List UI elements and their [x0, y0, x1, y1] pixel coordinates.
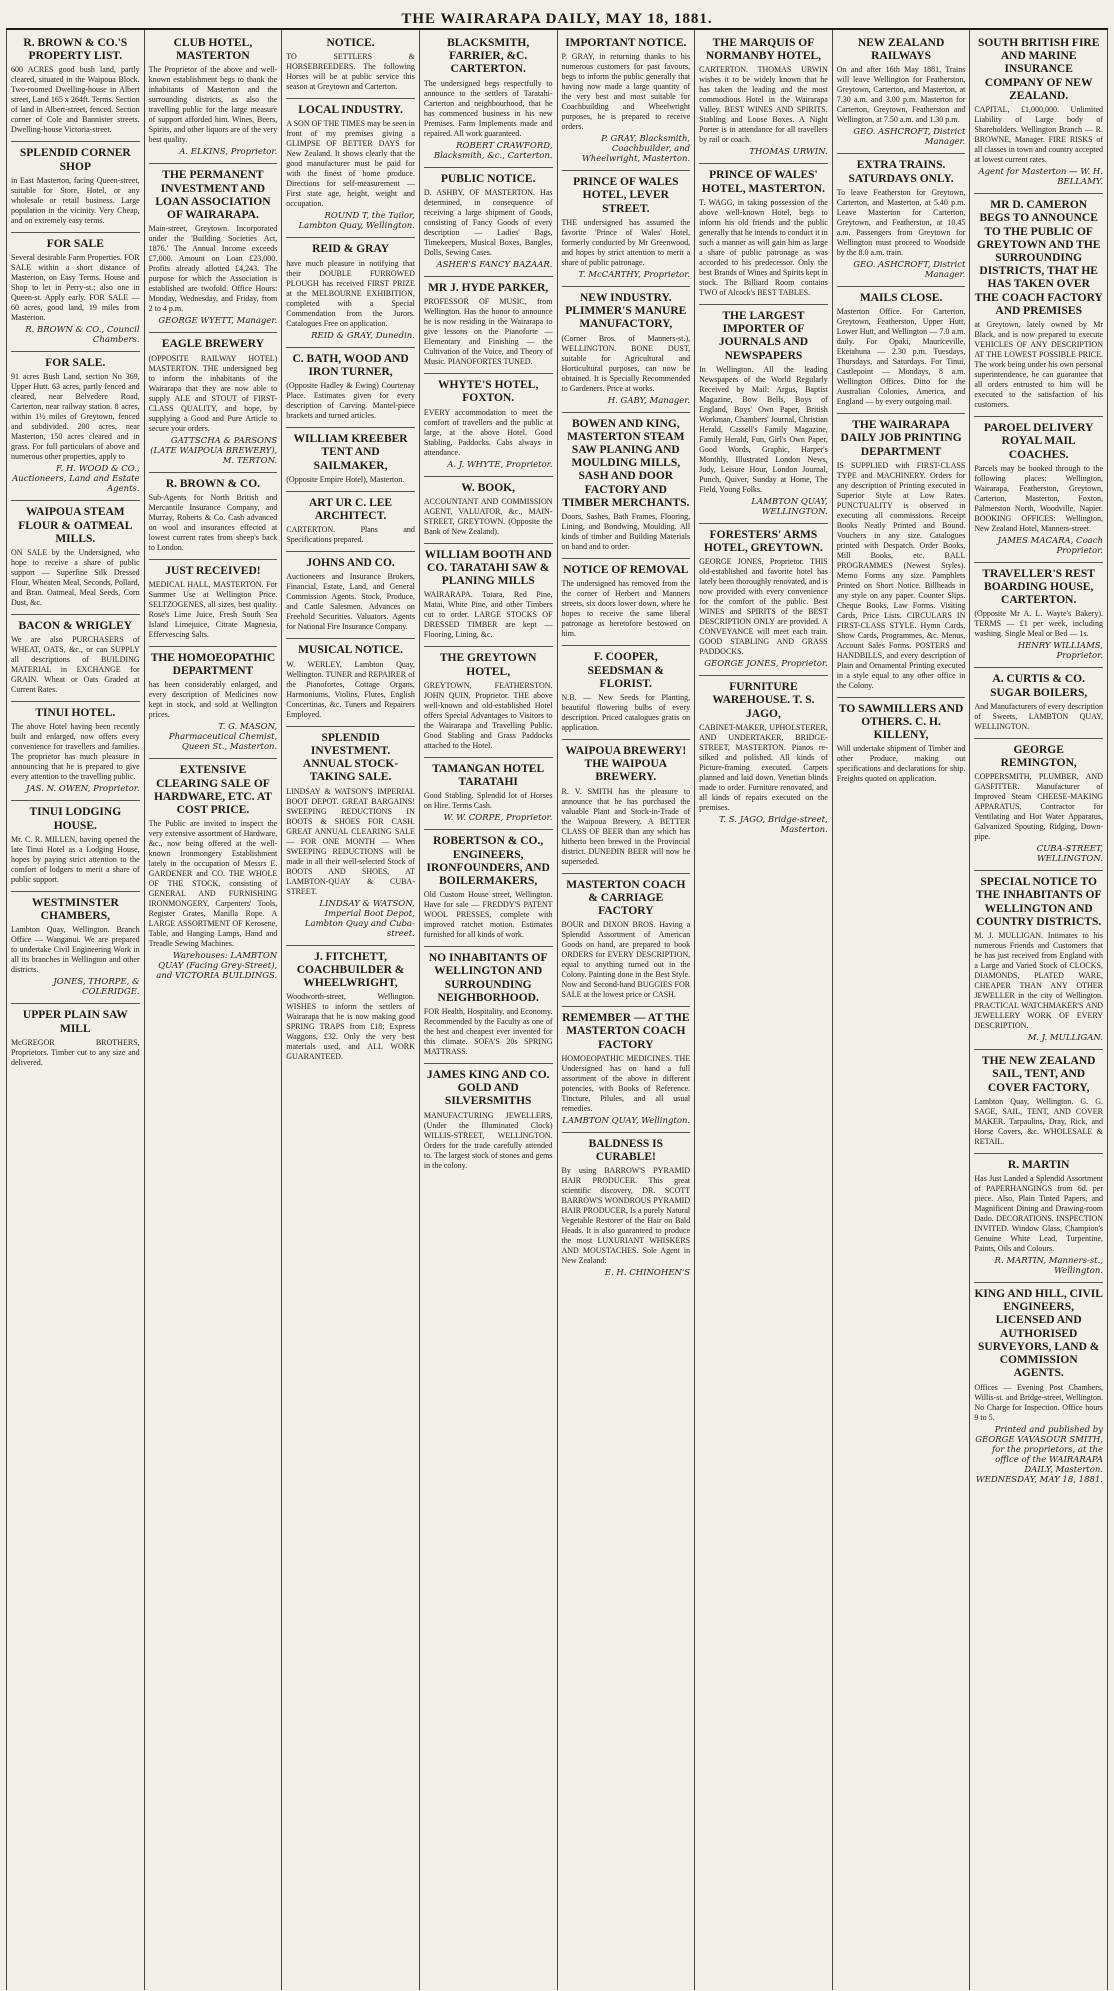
advertisement [424, 947, 553, 1064]
ad-body: By using BARROW'S PYRAMID HAIR PRODUCER. This great scientific discovery, DR. SCOTT BARROW'S WONDROUS PYRAMID HAIR PRODUCER, Is a purely Natural Vegetable Restorer of the Hair on Bald Heads. It is also guaranteed to produce the most LUXURIANT WHISKERS AND MOUSTACHES. Sole Agent in New Zealand: [561, 1166, 691, 1266]
column-3 [282, 30, 420, 1990]
ad-body: Good Stabling. Splendid lot of Horses on Hire. Terms Cash. [423, 791, 553, 811]
ad-body: Doors, Sashes, Bath Frames, Flooring, Lining, and Bondwing, Moulding. All kinds of timber and Building Materials on hand and to order. [561, 512, 691, 552]
ad-body: We are also PURCHASERS of WHEAT, OATS, &c., or can SUPPLY all descriptions of BUILDING MATERIAL in EXCHANGE for GRAIN. Wheat or Oats Graded at Current Rates. [11, 635, 140, 695]
advertisement [11, 801, 140, 891]
advertisement [424, 374, 553, 476]
advertisement [974, 32, 1103, 194]
ad-title: WAIPOUA STEAM FLOUR & OATMEAL MILLS. [18, 506, 133, 545]
ad-body: M. J. MULLIGAN. Intimates to his numerous Friends and Customers that he has just received from England with a Large and Varied Stock of CLOCKS, DIAMONDS, PLATED WARE, CHEAPER THAN ANY OTHER JEWELLER in the city of Wellington. PRACTICAL WATCHMAKER'S AND JEWELLERY WORK OF EVERY DESCRIPTION. [974, 931, 1103, 1031]
ad-title: KING AND HILL, CIVIL ENGINEERS, LICENSED AND AUTHORISED SURVEYORS, LAND & COMMISSION AGENTS. [974, 1288, 1103, 1380]
advertisement [424, 168, 553, 277]
ad-body: McGREGOR BROTHERS, Proprietors. Timber cut to any size and delivered. [11, 1037, 140, 1067]
ad-title: MASTERTON COACH & CARRIAGE FACTORY [566, 878, 686, 918]
ad-title: EXTENSIVE CLEARING SALE OF HARDWARE, ETC. AT COST PRICE. [153, 764, 272, 817]
advertisement [286, 946, 415, 1069]
ad-body: Mr. C. R. MILLEN, having opened the late Tinui Hotel as a Lodging House, hopes by paying strict attention to the comfort of lodgers to merit a share of public support. [11, 834, 140, 884]
ad-title: WILLIAM KREEBER TENT AND SAILMAKER, [293, 433, 408, 472]
ad-signature: M. J. MULLIGAN. [1027, 1033, 1103, 1044]
ad-title: ROBERTSON & CO., ENGINEERS, IRONFOUNDERS, AND BOILERMAKERS, [426, 835, 550, 887]
ad-signature: R. BROWN & CO., Council Chambers. [25, 325, 140, 346]
ad-title: REID & GRAY [312, 243, 389, 256]
ad-body: CAPITAL, £1,000,000. Unlimited Liability of Large body of Shareholders. Wellington Branch — R. BROWNE, Manager. FIRE RISKS of all classes in town and country accepted at lowest current rates. [974, 105, 1103, 165]
ad-title: PRINCE OF WALES' HOTEL, MASTERTON. [701, 169, 825, 195]
advertisement [286, 552, 415, 639]
ad-signature: A. ELKINS, Proprietor. [179, 147, 278, 158]
advertisement [286, 99, 415, 238]
ad-body: CARTERTON. Plans and Specifications prepared. [286, 525, 415, 545]
column-1 [7, 30, 145, 1990]
ad-title: J. FITCHETT, COACHBUILDER & WHEELWRIGHT, [296, 950, 405, 989]
ad-title: NEW ZEALAND RAILWAYS [857, 37, 945, 63]
ad-title: MR D. CAMERON BEGS TO ANNOUNCE TO THE PUBLIC OF GREYTOWN AND THE SURROUNDING DISTRICTS, THAT HE HAS TAKEN OVER THE COACH FACTORY AND PREMISES [974, 199, 1103, 317]
advertisement [424, 830, 553, 947]
advertisement [286, 639, 415, 726]
ad-signature: LINDSAY & WATSON, Imperial Boot Depot, Lambton Quay and Cuba-street. [304, 898, 415, 939]
ad-body: ACCOUNTANT AND COMMISSION AGENT, VALUATOR, &c., MAIN-STREET, GREYTOWN. (Opposite the Bank of New Zealand). [423, 496, 553, 536]
advertisement [562, 559, 691, 646]
ad-body: Lambton Quay, Wellington. Branch Office — Wanganui. We are prepared to undertake Civil Engineering Work in all its branches in Wellington and other districts. [11, 925, 140, 975]
ad-title: TAMANGAN HOTEL TARATAHI [432, 762, 545, 789]
ad-body: LINDSAY & WATSON'S IMPERIAL BOOT DEPOT. GREAT BARGAINS! SWEEPING REDUCTIONS IN BOOTS & SHOES FOR CASH. GREAT ANNUAL CLEARING SALE — FOR ONE MONTH — When SWEEPING REDUCTIONS will be made in all their well-selected Stock of BOOTS AND SHOES, AT LAMBTON-QUAY & CUBA-STREET. [286, 786, 415, 896]
ad-signature: REID & GRAY, Dunedin. [311, 330, 415, 341]
ad-body: ON SALE by the Undersigned, who hope to receive a share of public support — Superfine Silk Dressed Flour, Wheaten Meal, Seconds, Pollard, and Bran. Oatmeal, Meal Seeds, Corn Dust, &c. [11, 547, 140, 607]
ad-body: in East Masterton, facing Queen-street, suitable for Store, Hotel, or any wholesale or retail business. Large population in the vicinity. Very Cheap, and on extremely easy terms. [11, 175, 140, 225]
ad-body: THE undersigned has assumed the favorite 'Prince of Wales' Hotel, formerly conducted by Mr Greenwood, and hopes by strict attention to merit a share of public patronage. [561, 217, 691, 267]
advertisement [974, 871, 1103, 1050]
ad-body: MEDICAL HALL, MASTERTON. For Summer Use at Wellington Price. SELTZOGENES, all sizes, best quality. Rose's Lime Juice, Fresh South Sea Island Limejuice, Citrate Magnesia, Effervescing Salts. [148, 579, 278, 639]
ad-title: R. MARTIN [1007, 1158, 1070, 1171]
ad-signature: THOMAS URWIN. [749, 147, 828, 158]
advertisement [974, 417, 1103, 563]
ad-title: NEW INDUSTRY. PLIMMER'S MANURE MANUFACTORY, [565, 291, 687, 331]
ad-body: BOUR and DIXON BROS. Having a Splendid Assortment of American Goods on hand, are prepared to book ORDERS for EVERY DESCRIPTION, equal to anything turned out in the Colony. Painting done in the Best Style. Now and Second-hand BUGGIES FOR SALE at the lowest price or CASH. [561, 920, 691, 1000]
advertisement-columns [6, 30, 1108, 1990]
advertisement [837, 32, 966, 154]
ad-body: COPPERSMITH, PLUMBER, AND GASFITTER. Manufacturer of Improved Steam CHEESE-MAKING APPARATUS, Contractor for Ventilating and Hot Water Apparatus, Galvanized Spouting, Ridging, Down-pipe. [974, 772, 1103, 842]
advertisement [149, 560, 278, 647]
ad-title: W. BOOK, [461, 481, 515, 494]
ad-body: Offices — Evening Post Chambers, Willis-st. and Bridge-street, Wellington. No Charge for Inspection. Office hours 9 to 5. [974, 1382, 1103, 1422]
ad-title: FURNITURE WAREHOUSE. T. S. JAGO, [712, 681, 815, 720]
ad-title: NOTICE OF REMOVAL [563, 564, 689, 577]
ad-signature: T. G. MASON, Pharmaceutical Chemist, Queen St., Masterton. [168, 722, 278, 753]
advertisement [424, 477, 553, 544]
advertisement [699, 32, 828, 164]
ad-title: NO INHABITANTS OF WELLINGTON AND SURROUNDING NEIGHBORHOOD. [428, 952, 548, 1004]
ad-title: BLACKSMITH, FARRIER, &C. CARTERTON. [447, 37, 530, 76]
ad-title: TINUI LODGING HOUSE. [29, 806, 122, 832]
ad-body: Old Custom House street, Wellington. Have for sale — FREDDY'S PATENT WOOL PRESSES, complete with improved ratchet motion. Estimates furnished for all kinds of work. [423, 890, 553, 940]
advertisement [699, 164, 828, 304]
ad-signature: CUBA-STREET, WELLINGTON. [1036, 844, 1103, 865]
ad-title: TRAVELLER'S REST BOARDING HOUSE, CARTERTON. [982, 567, 1095, 607]
advertisement [11, 892, 140, 1004]
ad-signature: JAS. N. OWEN, Proprietor. [26, 784, 140, 795]
advertisement [424, 647, 553, 757]
ad-signature: LAMBTON QUAY, Wellington. [562, 1115, 691, 1126]
ad-body: And Manufacturers of every description of Sweets, LAMBTON QUAY, WELLINGTON. [974, 701, 1103, 731]
ad-title: TO SAWMILLERS AND OTHERS. C. H. KILLENY, [838, 702, 964, 742]
ad-title: FOR SALE [46, 237, 104, 250]
advertisement [837, 287, 966, 414]
ad-signature: GEO. ASHCROFT, District Manager. [853, 127, 966, 148]
advertisement [974, 1050, 1103, 1154]
ad-body: 91 acres Bush Land, section No 369, Upper Hutt. 63 acres, partly fenced and cleared, near Belvedere Road, Carterton, near railway station. 8 acres, within 1½ miles of Greytown, fenced and subdivided. 200 acres, near Masterton, 150 acres cleared and in grass. For full particulars of above and numerous other properties, apply to [11, 372, 140, 462]
advertisement [11, 352, 140, 501]
ad-body: The Public are invited to inspect the very extensive assortment of Hardware, &c., now being offered at the well-known Ironmongery Establishment lately in the occupation of Messrs E. GARDENER and CO. THE WHOLE OF THE STOCK, consisting of GENERAL AND FURNISHING IRONMONGERY, Carpenters' Tools, Register Grates, Manilla Rope. A LARGE ASSORTMENT OF Kerosene, Table, and Hanging Lamps, Hand and Treadle Sewing Machines. [148, 819, 278, 949]
ad-title: SPECIAL NOTICE TO THE INHABITANTS OF WELLINGTON AND COUNTRY DISTRICTS. [975, 876, 1102, 928]
ad-signature: T. S. JAGO, Bridge-street, Masterton. [718, 814, 828, 835]
ad-title: WHYTE'S HOTEL, FOXTON. [438, 379, 539, 405]
ad-body: P. GRAY, in returning thanks to his numerous customers for past favours, begs to inform the public generally that having now made a large quantity of the very best and most suitable for Coachbuilding and Wheelwright purposes, he is prepared to receive orders. [561, 52, 691, 132]
ad-body: In Wellington. All the leading Newspapers of the World Regularly Received by Mail: Argus, Baptist Magazine, Bow Bells, Boys of England, Boys' Own Paper, British Workman, Chambers' Journal, Christian Herald, Cassell's Family Magazine, Family Herald, Fun, Girl's Own Paper, Good Words, Graphic, Harper's Monthly, Illustrated London News, Judy, Leisure Hour, London Journal, Punch, Quiver, Sunday at Home, The Field, Young Folks. [699, 364, 828, 494]
advertisement [11, 233, 140, 352]
advertisement [286, 727, 415, 946]
ad-body: N.B. — New Seeds for Planting, beautiful flowering bulbs of every description. Priced catalogues gratis on application. [561, 692, 691, 732]
ad-body: Parcels may be booked through to the following places: Wellington, Wairarapa, Featherston, Greytown, Carterton, Masterton, Foxton, Palmerston North, Woodville, Napier. BOOKING OFFICES: Wellington, New Zealand Hotel, Manners-street. [974, 463, 1103, 533]
ad-title: BOWEN AND KING, MASTERTON STEAM SAW PLANING AND MOULDING MILLS, SASH AND DOOR FACTORY AND TIMBER MERCHANTS. [562, 417, 690, 509]
ad-body: The undersigned begs respectfully to announce to the settlers of Taratahi-Carterton and neighbourhood, that he has commenced business in his new Premises. Farm Implements made and repaired. All work guaranteed. [423, 78, 553, 138]
ad-signature: Agent for Masterton — W. H. BELLAMY. [978, 167, 1103, 188]
ad-signature: E. H. CHINOHEN'S [604, 1268, 691, 1279]
advertisement [424, 544, 553, 648]
advertisement [974, 563, 1103, 669]
ad-signature: GEORGE WYETT, Manager. [158, 316, 278, 327]
advertisement [562, 413, 691, 560]
ad-title: WESTMINSTER CHAMBERS, [31, 896, 119, 923]
ad-title: UPPER PLAIN SAW MILL [22, 1009, 128, 1035]
ad-body: (OPPOSITE RAILWAY HOTEL) MASTERTON. THE undersigned beg to inform the inhabitants of the Wairarapa that they are now able to supply ALE and STOUT of FIRST-CLASS QUALITY, and hope, by supplying a Good and Pure Article to secure your orders. [148, 353, 278, 433]
advertisement [562, 287, 691, 413]
advertisement [11, 615, 140, 702]
column-2 [145, 30, 283, 1990]
ad-title: SPLENDID INVESTMENT. ANNUAL STOCK-TAKING SALE. [302, 731, 399, 784]
ad-body: CARTERTON. THOMAS URWIN wishes it to be widely known that he has taken the leading and the most commodious Hotel in the Wairarapa Valley. BEST WINES AND SPIRITS. Stabling and Loose Boxes. A Night Porter is in attendance for all travellers by rail or coach. [699, 65, 828, 145]
advertisement [11, 32, 140, 142]
ad-title: THE NEW ZEALAND SAIL, TENT, AND COVER FACTORY, [981, 1055, 1096, 1094]
ad-signature: JONES, THORPE, & COLERIDGE. [53, 977, 140, 998]
advertisement [699, 676, 828, 841]
ad-title: ART UR C. LEE ARCHITECT. [309, 496, 393, 522]
ad-body: PROFESSOR OF MUSIC, from Wellington. Has the honor to announce he is now residing in the Wairarapa to give lessons on the Pianoforte — Elementary and Finishing — the Cultivation of the Voice, and Theory of Music. PIANOFORTES TUNED. [423, 297, 553, 367]
ad-body: D. ASHBY, OF MASTERTON. Has determined, in consequence of receiving a large shipment of Goods, consisting of Fancy Goods of every description — Ladies' Bags, Timekeepers, Musical Boxes, Bangles, Dolls, Sewing Cases. [423, 187, 553, 257]
ad-body: at Greytown, lately owned by Mr Black, and is now prepared to execute VEHICLES OF ANY DESCRIPTION AT THE LOWEST POSSIBLE PRICE. The work being under his own personal superintendence, he can guarantee that all orders entrusted to him will be executed to the satisfaction of his customers. [974, 320, 1103, 410]
advertisement [424, 32, 553, 168]
advertisement [424, 1064, 553, 1177]
ad-title: JAMES KING AND CO. GOLD AND SILVERSMITHS [426, 1069, 550, 1108]
advertisement [974, 194, 1103, 417]
ad-title: C. BATH, WOOD AND IRON TURNER, [292, 352, 409, 378]
advertisement [837, 698, 966, 791]
ad-title: NOTICE. [326, 37, 375, 49]
ad-body: Will undertake shipment of Timber and other Produce, making out specifications and declarations for ship. Freights quoted on application. [836, 744, 966, 784]
ad-body: On and after 16th May 1881, Trains will leave Wellington for Featherston, Greytown, Carterton, and Masterton, at 7.30 a.m. and 3.00 p.m. Masterton for Carterton, Greytown, Featherston and Wellington, at 7.50 a.m. and 1.30 p.m. [836, 65, 966, 125]
advertisement [149, 759, 278, 987]
ad-body: Has Just Landed a Splendid Assortment of PAPERHANGINGS from 6d. per piece. Also, Plain Tinted Papers, and Magnificent Dining and Drawing-room Dado. DECORATIONS. INSPECTION INVITED. Window Glass, Champion's Genuine White Lead, Turpentine, Paints, Oils and Colours. [974, 1174, 1103, 1253]
ad-body: Lambton Quay, Wellington. G. G. SAGE, SAIL, TENT, AND COVER MAKER. Tarpaulins, Dray, Rick, and Horse Covers, &c. WHOLESALE & RETAIL. [974, 1096, 1103, 1146]
column-5 [558, 30, 696, 1990]
ad-body: has been considerably enlarged, and every description of Medicines now kept in stock, and sold at Wellington prices. [148, 680, 278, 720]
ad-body: IS SUPPLIED with FIRST-CLASS TYPE and MACHINERY. Orders for any description of Printing executed in Superior Style at Low Rates. PUNCTUALITY is observed in executing all commissions. Receipt Books Neatly Printed and Bound. Vouchers in any size. Catalogues printed with Despatch. Order Books, Mill Books, etc. BALL PROGRAMMES (Newest Styles). Memo Forms any size. Pamphlets Printed on Short Notice. Billheads in any style on any paper. Counter Slips. Cheque Books, Law Forms. Visiting Cards, Price Lists. CIRCULARS IN FIRST-CLASS STYLE. Hymn Cards, Show Cards, Programmes, &c. Menus, Account Sales Forms. POSTERS and HANDBILLS, and every description of Plain and Ornamental Printing executed in a style equal to any other office in the Colony. [836, 460, 966, 690]
ad-title: JOHNS AND CO. [306, 557, 395, 570]
advertisement [11, 142, 140, 232]
ad-title: THE MARQUIS OF NORMANBY HOTEL, [705, 37, 822, 63]
ad-body: have much pleasure in notifying that their DOUBLE FURROWED PLOUGH has received FIRST PRIZE at the MELBOURNE EXHIBITION, completed with a Special Commendation from the Jurors. Catalogues Free on application. [286, 258, 415, 328]
ad-body: W. WERLEY, Lambton Quay, Wellington. TUNER and REPAIRER of the Pianofortes, Cottage Organs, Harmoniums, Violins, Flutes, English Concertinas, &c. Tuners and Repairers Employed. [286, 659, 415, 719]
ad-body: The undersigned has removed from the the corner of Herbert and Manners streets, six doors lower down, where he hopes to receive the same liberal patronage as heretofore bestowed on him. [561, 579, 691, 639]
ad-body: FOR Health, Hospitality, and Economy. Recommended by the Faculty as one of the best and cheapest ever invented for this climate. SOFA'S 20s SPRING MATTRASS. [423, 1007, 553, 1057]
ad-body: Masterton Office. For Carterton, Greytown, Featherston, Upper Hutt, Lower Hutt, and Wellington — 7.0 a.m. daily. For Opaki, Mauriceville, Eketahuna — 2.30 p.m. Tuesdays, Thursdays, and Saturdays. For Tinui, Castlepoint — Mondays, 8 a.m. Wellington Offices. Ditto for the Australian Colonies, America, and England — by every outgoing mail. [836, 307, 966, 407]
ad-body: Several desirable Farm Properties. FOR SALE within a short distance of Masterton, on Easy Terms. House and Shop to let in Perry-st.; also one in Queen-st. Apply early. FOR SALE — 60 acres, good land, 19 miles from Masterton. [11, 253, 140, 323]
ad-title: TINUI HOTEL. [35, 707, 116, 720]
ad-signature: ROUND T, the Tailor, Lambton Quay, Wellington. [298, 211, 415, 232]
ad-body: EVERY accommodation to meet the comfort of travellers and the public at large, at the above Hotel. Good Stabling, Paddocks. Cabs always in attendance. [423, 407, 553, 457]
ad-signature: P. GRAY, Blacksmith, Coachbuilder, and Wheelwright, Masterton. [581, 134, 691, 165]
advertisement [11, 702, 140, 801]
ad-signature: R. MARTIN, Manners-st., Wellington. [994, 1256, 1103, 1276]
ad-signature: H. GABY, Manager. [607, 395, 691, 406]
ad-signature: GATTSCHA & PARSONS (LATE WAIPOUA BREWERY), M. TERTON. [150, 435, 278, 466]
column-7 [833, 30, 971, 1990]
advertisement [424, 277, 553, 374]
advertisement [837, 414, 966, 698]
advertisement [562, 1133, 691, 1284]
advertisement [837, 154, 966, 286]
ad-title: LOCAL INDUSTRY. [298, 104, 403, 117]
ad-title: JUST RECEIVED! [165, 564, 261, 577]
ad-body: WAIRARAPA. Totara, Red Pine, Matai, White Pine, and other Timbers cut to order. LARGE STOCKS OF DRESSED TIMBER are kept — Flooring, Lining, &c. [423, 590, 553, 640]
ad-body: (Opposite Mr A. L. Wayte's Bakery). TERMS — £1 per week, including washing. Single Meal or Bed — 1s. [974, 609, 1103, 639]
advertisement [974, 1154, 1103, 1283]
ad-title: BACON & WRIGLEY [18, 619, 133, 632]
ad-title: IMPORTANT NOTICE. [565, 37, 687, 49]
advertisement [699, 524, 828, 676]
advertisement [286, 32, 415, 99]
advertisement [974, 1283, 1103, 1491]
ad-signature: JAMES MACARA, Coach Proprietor. [997, 535, 1103, 556]
ad-body: R. V. SMITH has the pleasure to announce that he has purchased the valuable Plant and Stock-in-Trade of the Waipoua Brewery. A BETTER CLASS OF BEER than any which has hitherto been brewed in the Provincial district. DUNEDIN BEER will now be superseded. [561, 786, 691, 866]
ad-title: WAIPOUA BREWERY! THE WAIPOUA BREWERY. [565, 744, 687, 784]
ad-title: MAILS CLOSE. [859, 291, 943, 304]
advertisement [699, 305, 828, 524]
ad-signature: ROBERT CRAWFORD, Blacksmith, &c., Carterton. [433, 140, 553, 161]
advertisement [11, 501, 140, 615]
ad-signature: A. J. WHYTE, Proprietor. [447, 459, 553, 470]
ad-title: F. COOPER, SEEDSMAN & FLORIST. [587, 651, 664, 690]
ad-title: REMEMBER — AT THE MASTERTON COACH FACTORY [562, 1012, 690, 1051]
ad-title: THE WAIRARAPA DAILY JOB PRINTING DEPARTMENT [840, 419, 962, 458]
ad-title: SOUTH BRITISH FIRE AND MARINE INSURANCE COMPANY OF NEW ZEALAND. [977, 37, 1100, 102]
ad-title: THE PERMANENT INVESTMENT AND LOAN ASSOCIATION OF WAIRARAPA. [155, 169, 271, 222]
ad-title: PRINCE OF WALES HOTEL, LEVER STREET. [573, 176, 679, 215]
ad-title: PAROEL DELIVERY ROYAL MAIL COACHES. [983, 422, 1094, 461]
ad-title: FORESTERS' ARMS HOTEL, GREYTOWN. [703, 528, 823, 554]
ad-body: CABINET-MAKER, UPHOLSTERER, AND UNDERTAKER, BRIDGE-STREET, MASTERTON. Pianos re-silked and polished. All kinds of Picture-framing executed. Carpets planned and laid down. Venetian blinds made to order. Furniture renovated, and all kinds of repairs executed on the premises. [699, 722, 828, 812]
ad-body: GREYTOWN, FEATHERSTON. JOHN QUIN, Proprietor. THE above well-known and old-established Hotel offers Special Advantages to Visitors to the Wairarapa and Travelling Public. Good Stabling and Grass Paddocks attached to the Hotel. [423, 680, 553, 750]
ad-title: R. BROWN & CO.'S PROPERTY LIST. [23, 37, 128, 63]
advertisement [974, 739, 1103, 871]
ad-signature: Warehouses: LAMBTON QUAY (Facing Grey-Street), and VICTORIA BUILDINGS. [156, 951, 278, 982]
masthead-title: THE WAIRARAPA DAILY, MAY 18, 1881. [401, 11, 713, 27]
advertisement [562, 740, 691, 874]
advertisement [286, 428, 415, 492]
advertisement [149, 164, 278, 333]
ad-title: WILLIAM BOOTH AND CO. TARATAHI SAW & PLANING MILLS [424, 548, 552, 588]
advertisement [562, 1007, 691, 1133]
ad-title: FOR SALE. [45, 357, 106, 370]
ad-body: MANUFACTURING JEWELLERS, (Under the Illuminated Clock) WILLIS-STREET, WELLINGTON. Orders for the trade carefully attended to. The largest stock of stones and gems in the colony. [423, 1110, 553, 1170]
ad-title: THE HOMOEOPATHIC DEPARTMENT [150, 651, 276, 678]
masthead [6, 6, 1108, 30]
ad-body: The above Hotel having been recently built and enlarged, now offers every convenience for travellers and families. The proprietor has much pleasure in announcing that he is prepared to give every attention to the travelling public. [11, 722, 140, 782]
ad-body: GEORGE JONES, Proprietor. THIS old-established and favorite hotel has lately been thoroughly renovated, and is now provided with every convenience for the comfort of the public. Best WINES and SPIRITS of the BEST DESCRIPTION ONLY are provided. A CONVEYANCE will meet each train. GOOD STABLING AND GRASS PADDOCKS. [699, 557, 828, 657]
ad-title: THE GREYTOWN HOTEL, [439, 652, 537, 678]
ad-body: (Opposite Empire Hotel), Masterton. [286, 474, 405, 484]
ad-signature: W. W. CORPE, Proprietor. [443, 813, 553, 824]
ad-signature: HENRY WILLIAMS, Proprietor. [1017, 641, 1103, 662]
ad-title: MR J. HYDE PARKER, [428, 281, 549, 294]
advertisement [562, 874, 691, 1008]
ad-body: TO SETTLERS & HORSEBREEDERS. The following Horses will be at public service this season at Greytown and Carterton. [286, 52, 415, 92]
ad-body: Woodworth-street, Wellington. WISHES to inform the settlers of Wairarapa that he is now making good SPRING TRAPS from £18; Express Waggons, £32. Only the very best materials used, and ALL WORK GUARANTEED. [286, 992, 415, 1062]
ad-title: MUSICAL NOTICE. [298, 644, 403, 657]
ad-signature: F. H. WOOD & CO., Auctioneers, Land and Estate Agents. [12, 464, 140, 495]
ad-title: R. BROWN & CO. [165, 477, 261, 490]
advertisement [424, 758, 553, 830]
ad-body: (Opposite Hadley & Ewing) Courtenay Place. Estimates given for every description of Carving. Mantel-piece brackets and turned articles. [286, 381, 415, 421]
ad-title: PUBLIC NOTICE. [440, 172, 536, 185]
advertisement [562, 171, 691, 287]
ad-signature: Printed and published by GEORGE VAVASOUR SMITH, for the proprietors, at the office of the WAIRARAPA DAILY, Masterton. WEDNESDAY, MAY 18, 1881. [975, 1424, 1103, 1485]
ad-body: 600 ACRES good bush land, partly cleared, situated in the Waipoua Block. Two-roomed Dwelling-house in Albert street, Land 165 x 264ft. Terms. Section of land in Albert-street, fenced. Section corner of Cole and Bannister streets. Dwelling-house Victoria-street. [11, 65, 140, 135]
advertisement [149, 32, 278, 164]
advertisement [974, 668, 1103, 738]
advertisement [149, 647, 278, 759]
ad-body: Sub-Agents for North British and Mercantile Insurance Company, and Murray, Roberts & Co. Cash advanced on wool and insurances effected at lowest current rates from sheep's back to London. [148, 492, 278, 552]
advertisement [286, 492, 415, 552]
ad-title: CLUB HOTEL, MASTERTON [173, 37, 253, 63]
advertisement [562, 32, 691, 171]
ad-body: HOMOEOPATHIC MEDICINES. THE Undersigned has on hand a full assortment of the above in different potencies, with Books of Reference. Tincture, Pilules, and all usual remedies. [561, 1053, 691, 1113]
ad-title: THE LARGEST IMPORTER OF JOURNALS AND NEWSPAPERS [718, 309, 808, 362]
ad-signature: T. McCARTHY, Proprietor. [578, 269, 691, 280]
advertisement [11, 1004, 140, 1073]
ad-body: The Proprietor of the above and well-known establishment begs to thank the inhabitants of Masterton and the surrounding districts, as also the travelling public for the large measure of support afforded him. Wines, Beers, Spirits, and other liquors are of the very best quality. [148, 65, 278, 145]
advertisement [562, 646, 691, 740]
ad-signature: GEORGE JONES, Proprietor. [704, 659, 828, 670]
ad-title: A. CURTIS & CO. SUGAR BOILERS, [990, 673, 1088, 699]
ad-body: To leave Featherston for Greytown, Carterton, and Masterton, at 5.40 p.m. Leave Masterton for Carterton, Greytown, and Featherston, at 10.45 a.m. Passengers from Greytown for Wellington must proceed to Woodside by the 8.0 a.m. train. [836, 187, 966, 257]
column-6 [695, 30, 833, 1990]
ad-body: (Corner Bros. of Manners-st.), WELLINGTON. BONE DUST, suitable for Agricultural and Horticultural purposes, can now be obtained. It is Specially Recommended to Gardeners. Price at works. [561, 333, 691, 393]
ad-body: T. WAGG, in taking possession of the above well-known Hotel, begs to inform his old friends and the public generally that he intends to conduct it in such a manner as will gain him as large a share of public patronage as was accorded to his predecessor. Only the best Brands of Wines and Spirits kept in stock. The Billiard Room contains TWO of Alcock's BEST TABLES. [699, 197, 828, 297]
ad-title: BALDNESS IS CURABLE! [588, 1137, 664, 1164]
advertisement [149, 333, 278, 472]
advertisement [286, 348, 415, 428]
column-8 [970, 30, 1108, 1990]
advertisement [286, 238, 415, 347]
ad-title: SPLENDID CORNER SHOP [19, 147, 131, 173]
ad-body: Auctioneers and Insurance Brokers, Financial, Estate, Land, and General Commission Agents. Stock, Produce, and Cattle Salesmen. Advances on Freehold Securities. Valuators. Agents for National Fire Insurance Company. [286, 572, 415, 632]
ad-body: Main-street, Greytown. Incorporated under the 'Building Societies Act, 1876.' The Annual Income exceeds £7,000. Amount on Loan £23,000. Profits already allotted £4,243. The purpose for which the Association is established are twofold. Office Hours: Monday, Wednesday, and Friday, from 2 to 4 p.m. [148, 224, 278, 314]
ad-title: EXTRA TRAINS. SATURDAYS ONLY. [848, 159, 954, 185]
ad-signature: ASHER'S FANCY BAZAAR. [436, 259, 553, 270]
ad-title: EAGLE BREWERY [161, 338, 265, 351]
ad-body: A SON OF THE TIMES may be seen in front of my premises giving a GLIMPSE OF BETTER DAYS for New Zealand. It shows clearly that the good manufacturer must be paid for with the finest of home produce. Directions for self-measurement — First state age, height, weight and occupation. [286, 119, 415, 209]
advertisement [149, 473, 278, 560]
ad-signature: GEO. ASHCROFT, District Manager. [853, 259, 966, 280]
ad-signature: LAMBTON QUAY, WELLINGTON. [751, 496, 828, 517]
ad-title: GEORGE REMINGTON, [1000, 743, 1077, 770]
column-4 [420, 30, 558, 1990]
